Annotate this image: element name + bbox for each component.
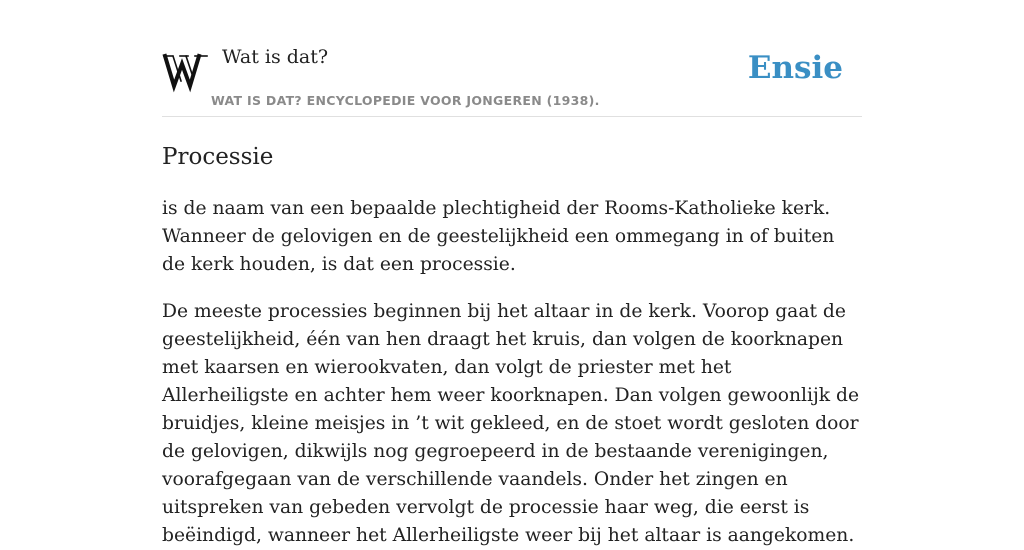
wikipedia-w-icon[interactable]: [164, 52, 208, 90]
article-title: Processie: [162, 144, 274, 170]
source-line: WAT IS DAT? ENCYCLOPEDIE VOOR JONGEREN (1938).: [211, 93, 600, 108]
page-container: [162, 0, 862, 550]
article-paragraph: De meeste processies beginnen bij het altaar in de kerk. Voorop gaat de geestelijkheid, één van hen draagt het kruis, dan volgen de koorknapen met kaarsen en wierookvaten, dan volgt de priester met het Allerheiligste en achter hem weer koorknapen. Dan volgen gewoonlijk de bruidjes, kleine meisjes in ’t wit gekleed, en de stoet wordt gesloten door de gelovigen, dikwijls nog gegroepeerd in de bestaande verenigingen, voorafgegaan van de verschillende vaandels. Onder het zingen en uitspreken van gebeden vervolgt de processie haar weg, die eerst is beëindigd, wanneer het Allerheiligste weer bij het altaar is aangekomen.: [162, 301, 860, 546]
site-title[interactable]: Wat is dat?: [222, 46, 329, 68]
article-paragraph: is de naam van een bepaalde plechtigheid der Rooms-Katholieke kerk. Wanneer de gelovigen en de geestelijkheid een ommegang in of buiten de kerk houden, is dat een processie.: [162, 198, 835, 275]
brand-logo-link[interactable]: Ensie: [747, 50, 843, 86]
article-body: [162, 143, 862, 550]
page-header: [162, 0, 862, 117]
